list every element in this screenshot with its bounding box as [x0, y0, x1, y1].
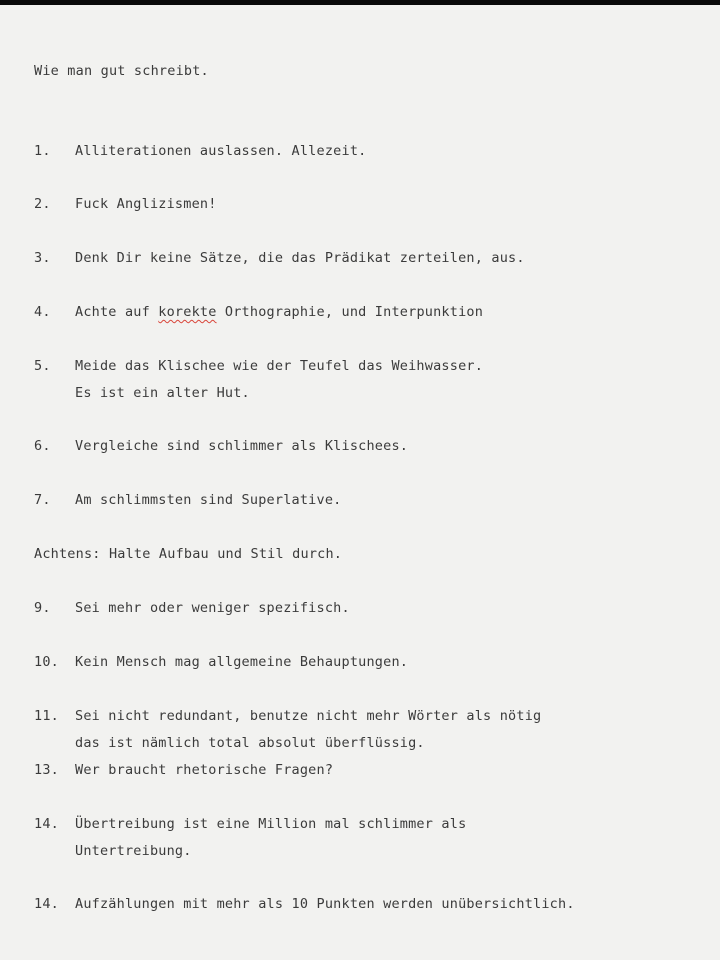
item-6-text: Vergleiche sind schlimmer als Klischees.: [75, 438, 409, 454]
item-11-number: 11.: [34, 708, 59, 724]
document-title: Wie man gut schreibt.: [34, 63, 209, 79]
item-2-text: Fuck Anglizismen!: [75, 196, 217, 212]
item-2-number: 2.: [34, 196, 51, 212]
item-4-text-pre: Achte auf: [75, 304, 159, 320]
item-1-number: 1.: [34, 143, 51, 159]
item-6-number: 6.: [34, 438, 51, 454]
item-11-text-line-1: Sei nicht redundant, benutze nicht mehr Wörter als nötig: [75, 708, 542, 724]
item-9-number: 9.: [34, 600, 51, 616]
item-5-text-line-2: Es ist ein alter Hut.: [75, 385, 250, 401]
item-14b-number: 14.: [34, 896, 59, 912]
item-7-number: 7.: [34, 492, 51, 508]
item-11-text-line-2: das ist nämlich total absolut überflüssig.: [75, 735, 425, 751]
item-14a-text-line-2: Untertreibung.: [75, 843, 192, 859]
item-14a-text-line-1: Übertreibung ist eine Million mal schlimmer als: [75, 816, 467, 832]
misspelled-word[interactable]: korekte: [158, 304, 217, 320]
item-9-text: Sei mehr oder weniger spezifisch.: [75, 600, 350, 616]
item-13-number: 13.: [34, 762, 59, 778]
document-page: [0, 5, 720, 960]
item-3-number: 3.: [34, 250, 51, 266]
item-5-text-line-1: Meide das Klischee wie der Teufel das Weihwasser.: [75, 358, 484, 374]
item-1-text: Alliterationen auslassen. Allezeit.: [75, 143, 367, 159]
item-4-number: 4.: [34, 304, 51, 320]
item-10-text: Kein Mensch mag allgemeine Behauptungen.: [75, 654, 409, 670]
item-13-text: Wer braucht rhetorische Fragen?: [75, 762, 334, 778]
item-5-number: 5.: [34, 358, 51, 374]
item-4-text: [75, 299, 483, 326]
item-10-number: 10.: [34, 654, 59, 670]
item-8-text: Achtens: Halte Aufbau und Stil durch.: [34, 546, 343, 562]
item-7-text: Am schlimmsten sind Superlative.: [75, 492, 342, 508]
item-14b-text: Aufzählungen mit mehr als 10 Punkten werden unübersichtlich.: [75, 896, 575, 912]
item-3-text: Denk Dir keine Sätze, die das Prädikat zerteilen, aus.: [75, 250, 525, 266]
item-14a-number: 14.: [34, 816, 59, 832]
item-4-text-post: Orthographie, und Interpunktion: [216, 304, 484, 320]
